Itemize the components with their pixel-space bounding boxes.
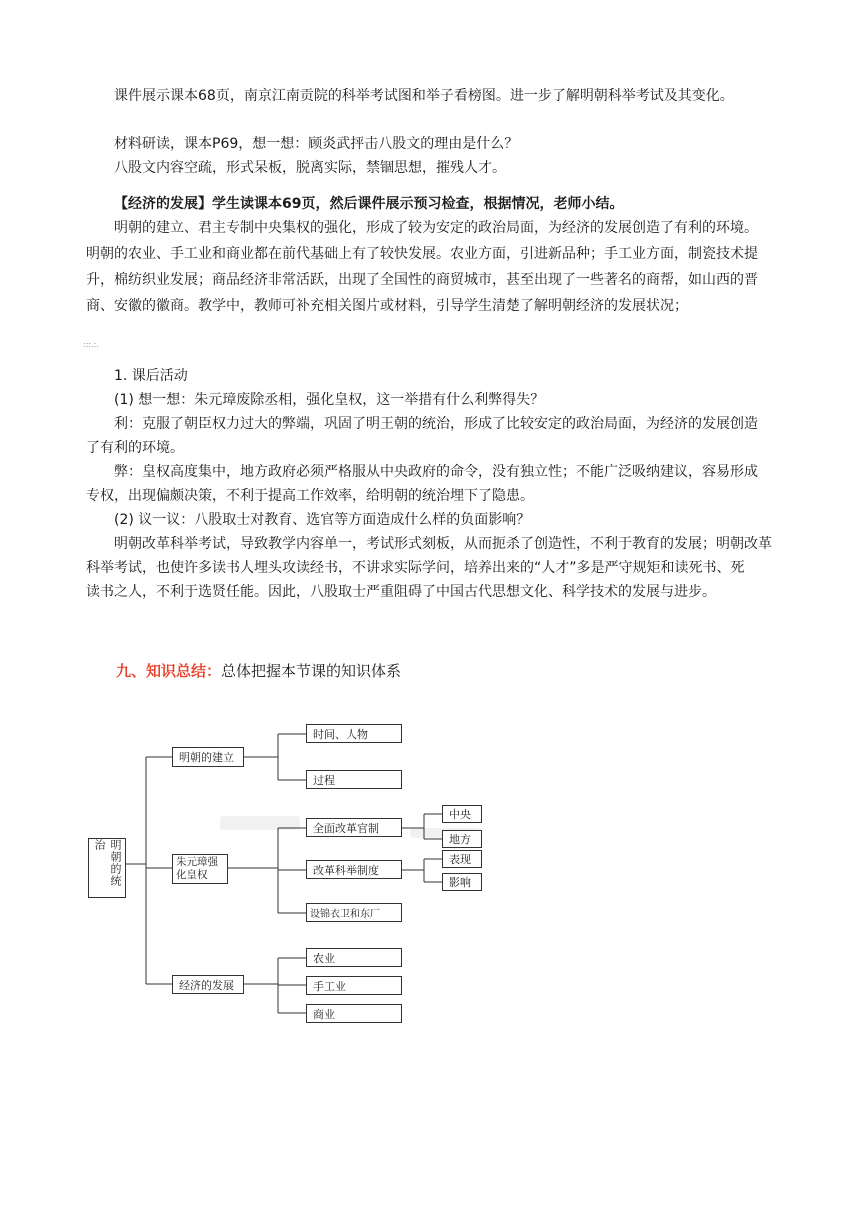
node-commerce: 商业 bbox=[306, 1004, 402, 1023]
node-manifest: 表现 bbox=[442, 850, 482, 868]
disadvantage-line-1: 弊：皇权高度集中，地方政府必须严格服从中央政府的命令，没有独立性；不能广泛吸纳建议，容易形成 bbox=[114, 464, 758, 480]
node-founding: 明朝的建立 bbox=[172, 747, 244, 767]
node-economy: 经济的发展 bbox=[172, 975, 244, 994]
disadvantage-line-2: 专权，出现偏颇决策，不利于提高工作效率，给明朝的统治埋下了隐患。 bbox=[86, 488, 534, 504]
node-influence: 影响 bbox=[442, 873, 482, 891]
section-title-economy: 【经济的发展】学生读课本69页，然后课件展示预习检查，根据情况，老师小结。 bbox=[114, 196, 624, 212]
node-zhu: 朱元璋强化皇权 bbox=[172, 854, 228, 884]
economy-line-2: 明朝的农业、手工业和商业都在前代基础上有了较快发展。农业方面，引进新品种；手工业方面，制瓷技术提 bbox=[86, 246, 758, 262]
node-jinyiwei: 设锦衣卫和东厂 bbox=[306, 903, 402, 922]
diagram-connectors bbox=[80, 708, 510, 1028]
knowledge-summary-heading bbox=[116, 660, 401, 682]
paragraph-eight-legged-answer: 八股文内容空疏，形式呆板，脱离实际，禁锢思想，摧残人才。 bbox=[114, 160, 506, 176]
node-central: 中央 bbox=[442, 805, 482, 823]
answer-line-2: 科举考试，也使许多读书人埋头攻读经书，不讲求实际学问，培养出来的“人才”多是严守规矩和读死书、死 bbox=[86, 560, 745, 576]
node-handicraft: 手工业 bbox=[306, 976, 402, 995]
heading-label: 九、知识总结： bbox=[116, 662, 222, 680]
advantage-line-2: 了有利的环境。 bbox=[86, 440, 184, 456]
economy-line-4: 商、安徽的徽商。教学中，教师可补充相关图片或材料，引导学生清楚了解明朝经济的发展状况； bbox=[86, 298, 688, 314]
node-local: 地方 bbox=[442, 830, 482, 848]
scan-specks: :::.:. bbox=[83, 340, 99, 349]
paragraph-textbook-display: 课件展示课本68页，南京江南贡院的科举考试图和举子看榜图。进一步了解明朝科举考试及其变化。 bbox=[114, 88, 734, 104]
question-1: (1) 想一想：朱元璋废除丞相，强化皇权，这一举措有什么利弊得失？ bbox=[114, 392, 545, 408]
node-agriculture: 农业 bbox=[306, 948, 402, 967]
node-time-people: 时间、人物 bbox=[306, 724, 402, 743]
node-official-reform: 全面改革官制 bbox=[306, 818, 402, 837]
answer-line-1: 明朝改革科举考试，导致教学内容单一，考试形式刻板，从而扼杀了创造性，不利于教育的发展；明朝改革 bbox=[114, 536, 772, 552]
node-process: 过程 bbox=[306, 770, 402, 789]
knowledge-diagram bbox=[80, 708, 510, 1028]
answer-line-3: 读书之人，不利于选贤任能。因此，八股取士严重阻碍了中国古代思想文化、科学技术的发展与进步。 bbox=[86, 584, 716, 600]
paragraph-material-study: 材料研读，课本P69，想一想：顾炎武抨击八股文的理由是什么？ bbox=[114, 136, 519, 152]
node-exam-reform: 改革科举制度 bbox=[306, 860, 402, 879]
economy-line-1: 明朝的建立、君主专制中央集权的强化，形成了较为安定的政治局面，为经济的发展创造了有利的环境。 bbox=[114, 220, 758, 236]
question-2: (2) 议一议：八股取士对教育、选官等方面造成什么样的负面影响？ bbox=[114, 512, 531, 528]
activity-title: 1. 课后活动 bbox=[114, 368, 188, 384]
advantage-line-1: 利：克服了朝臣权力过大的弊端，巩固了明王朝的统治，形成了比较安定的政治局面，为经济的发展创造 bbox=[114, 416, 758, 432]
economy-line-3: 升，棉纺织业发展；商品经济非常活跃，出现了全国性的商贸城市，甚至出现了一些著名的商帮，如山西的晋 bbox=[86, 272, 758, 288]
node-root: 明朝的统治 bbox=[88, 838, 126, 898]
heading-text: 总体把握本节课的知识体系 bbox=[221, 662, 402, 680]
